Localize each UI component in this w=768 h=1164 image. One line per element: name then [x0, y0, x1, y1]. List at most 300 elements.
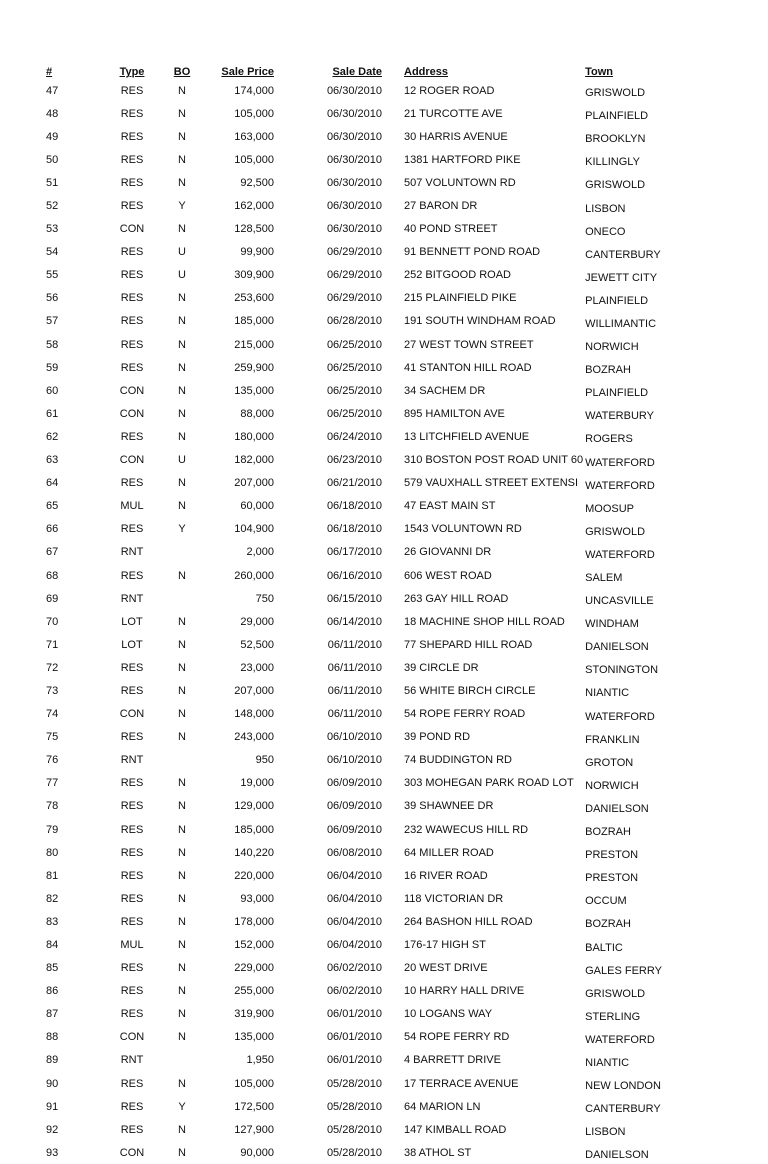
row-sale-date: 06/30/2010 [326, 200, 382, 213]
row-sale-date: 06/09/2010 [326, 800, 382, 813]
row-num: 90 [46, 1077, 59, 1090]
row-address: 39 POND RD [404, 731, 471, 744]
table-row [32, 910, 681, 933]
row-type: RES [120, 846, 144, 859]
row-sale-price: 105,000 [234, 107, 274, 120]
row-town: WATERFORD [585, 1033, 655, 1046]
row-sale-date: 06/30/2010 [326, 84, 382, 97]
row-bo [162, 541, 202, 564]
row-type: RES [120, 84, 144, 97]
row-bo: N [178, 1008, 186, 1021]
row-sale-price: 185,000 [234, 823, 274, 836]
row-num: 88 [46, 1031, 59, 1044]
header-town: Town [585, 66, 614, 78]
row-town: WATERFORD [585, 548, 655, 561]
row-address: 895 HAMILTON AVE [404, 407, 505, 420]
row-sale-date: 06/23/2010 [326, 454, 382, 467]
row-address: 10 HARRY HALL DRIVE [404, 985, 525, 998]
row-town: STONINGTON [585, 664, 659, 677]
row-num: 60 [46, 384, 59, 397]
row-type: RES [120, 985, 144, 998]
row-address: 252 BITGOOD ROAD [404, 269, 511, 282]
row-num: 67 [46, 546, 59, 559]
row-address: 507 VOLUNTOWN RD [404, 176, 516, 189]
row-sale-date: 06/01/2010 [326, 1031, 382, 1044]
row-type: RES [120, 777, 144, 790]
table-header [32, 60, 681, 79]
row-address: 64 MILLER ROAD [404, 846, 494, 859]
row-town: ONECO [585, 225, 626, 238]
row-town: BALTIC [585, 941, 623, 954]
row-address: 30 HARRIS AVENUE [404, 130, 508, 143]
row-type: MUL [120, 939, 144, 952]
table-row [32, 518, 681, 541]
row-num: 62 [46, 430, 59, 443]
row-type: RES [120, 823, 144, 836]
row-town: BOZRAH [585, 826, 631, 839]
row-sale-date: 06/24/2010 [326, 430, 382, 443]
row-town: WATERBURY [585, 410, 654, 423]
table-row [32, 449, 681, 472]
row-bo: N [178, 892, 186, 905]
row-address: 20 WEST DRIVE [404, 962, 488, 975]
row-bo: N [178, 176, 186, 189]
table-row [32, 1141, 681, 1164]
row-sale-price: 163,000 [234, 130, 274, 143]
row-type: RES [120, 731, 144, 744]
row-type: RES [120, 800, 144, 813]
row-type: RES [120, 292, 144, 305]
row-sale-date: 06/08/2010 [326, 846, 382, 859]
row-sale-date: 06/29/2010 [326, 269, 382, 282]
row-type: RES [120, 130, 144, 143]
row-bo: N [178, 407, 186, 420]
row-num: 84 [46, 939, 59, 952]
row-address: 4 BARRETT DRIVE [404, 1054, 501, 1067]
row-address: 41 STANTON HILL ROAD [404, 361, 532, 374]
row-address: 64 MARION LN [404, 1100, 481, 1113]
row-bo: N [178, 869, 186, 882]
row-num: 75 [46, 731, 59, 744]
row-sale-date: 06/17/2010 [326, 546, 382, 559]
row-bo: N [178, 1077, 186, 1090]
row-sale-price: 229,000 [234, 962, 274, 975]
table-row [32, 495, 681, 518]
row-sale-price: 148,000 [234, 708, 274, 721]
row-type: RES [120, 200, 144, 213]
row-town: DANIELSON [585, 641, 649, 654]
row-address: 1381 HARTFORD PIKE [404, 153, 521, 166]
row-bo [162, 1049, 202, 1072]
row-address: 13 LITCHFIELD AVENUE [404, 430, 530, 443]
row-sale-price: 207,000 [234, 684, 274, 697]
row-address: 26 GIOVANNI DR [404, 546, 492, 559]
row-town: BOZRAH [585, 364, 631, 377]
row-address: 54 ROPE FERRY ROAD [404, 708, 526, 721]
row-type: RES [120, 661, 144, 674]
row-sale-date: 06/30/2010 [326, 223, 382, 236]
row-address: 12 ROGER ROAD [404, 84, 495, 97]
row-town: PRESTON [585, 872, 639, 885]
table-row [32, 425, 681, 448]
row-sale-date: 06/11/2010 [327, 661, 382, 674]
row-bo: N [178, 684, 186, 697]
row-num: 86 [46, 985, 59, 998]
table-row [32, 795, 681, 818]
row-num: 74 [46, 708, 59, 721]
table-row [32, 587, 681, 610]
row-sale-date: 05/28/2010 [326, 1123, 382, 1136]
row-num: 78 [46, 800, 59, 813]
row-address: 56 WHITE BIRCH CIRCLE [404, 684, 536, 697]
row-town: PLAINFIELD [585, 294, 649, 307]
row-address: 40 POND STREET [404, 223, 498, 236]
row-sale-date: 06/18/2010 [326, 523, 382, 536]
table-row [32, 194, 681, 217]
row-town: GRISWOLD [585, 87, 646, 100]
row-town: GALES FERRY [585, 964, 662, 977]
row-num: 57 [46, 315, 59, 328]
row-sale-price: 207,000 [234, 477, 274, 490]
row-sale-date: 06/04/2010 [326, 869, 382, 882]
row-sale-date: 06/11/2010 [327, 638, 382, 651]
row-num: 81 [46, 869, 59, 882]
row-sale-date: 05/28/2010 [326, 1100, 382, 1113]
table-row [32, 1003, 681, 1026]
row-address: 17 TERRACE AVENUE [404, 1077, 519, 1090]
row-sale-price: 29,000 [240, 615, 274, 628]
row-sale-date: 06/01/2010 [326, 1054, 382, 1067]
row-type: RES [120, 315, 144, 328]
row-num: 70 [46, 615, 59, 628]
row-address: 263 GAY HILL ROAD [404, 592, 509, 605]
row-type: RES [120, 915, 144, 928]
row-type: RES [120, 107, 144, 120]
row-sale-price: 2,000 [246, 546, 274, 559]
row-bo: N [178, 615, 186, 628]
row-type: RES [120, 430, 144, 443]
table-row [32, 726, 681, 749]
table-row [32, 218, 681, 241]
table-row [32, 703, 681, 726]
row-num: 91 [46, 1100, 59, 1113]
row-type: RNT [120, 592, 144, 605]
row-num: 53 [46, 223, 59, 236]
table-row [32, 841, 681, 864]
table-row [32, 887, 681, 910]
row-bo: N [178, 569, 186, 582]
row-type: RNT [120, 546, 144, 559]
row-town: BROOKLYN [585, 133, 646, 146]
row-sale-date: 06/28/2010 [326, 315, 382, 328]
row-num: 64 [46, 477, 59, 490]
row-town: PLAINFIELD [585, 387, 649, 400]
row-town: GROTON [585, 756, 634, 769]
row-type: RES [120, 338, 144, 351]
table-row [32, 241, 681, 264]
row-sale-price: 180,000 [234, 430, 274, 443]
row-num: 61 [46, 407, 59, 420]
row-address: 91 BENNETT POND ROAD [404, 246, 541, 259]
table-row [32, 333, 681, 356]
row-sale-price: 260,000 [234, 569, 274, 582]
table-row [32, 79, 681, 102]
table-row [32, 171, 681, 194]
row-address: 27 BARON DR [404, 200, 478, 213]
row-sale-date: 06/09/2010 [326, 823, 382, 836]
table-row [32, 564, 681, 587]
row-address: 39 SHAWNEE DR [404, 800, 494, 813]
row-bo [162, 749, 202, 772]
table-row [32, 1026, 681, 1049]
row-type: RES [120, 1077, 144, 1090]
table-row [32, 679, 681, 702]
row-town: ROGERS [585, 433, 633, 446]
header-num: # [46, 66, 53, 78]
row-town: JEWETT CITY [585, 271, 658, 284]
row-town: UNCASVILLE [585, 595, 654, 608]
row-num: 58 [46, 338, 59, 351]
row-type: RES [120, 1100, 144, 1113]
row-sale-price: 950 [255, 754, 274, 767]
row-type: CON [119, 708, 145, 721]
row-bo: N [178, 292, 186, 305]
table-row [32, 148, 681, 171]
table-row [32, 264, 681, 287]
row-sale-date: 05/28/2010 [326, 1077, 382, 1090]
row-sale-price: 99,900 [240, 246, 274, 259]
row-num: 69 [46, 592, 59, 605]
row-sale-price: 255,000 [234, 985, 274, 998]
row-num: 89 [46, 1054, 59, 1067]
row-town: GRISWOLD [585, 987, 646, 1000]
row-sale-price: 93,000 [240, 892, 274, 905]
row-sale-price: 162,000 [234, 200, 274, 213]
row-num: 93 [46, 1146, 59, 1159]
row-address: 303 MOHEGAN PARK ROAD LOT [404, 777, 574, 790]
row-bo: N [178, 223, 186, 236]
row-sale-price: 52,500 [240, 638, 274, 651]
row-bo: N [178, 107, 186, 120]
row-sale-price: 129,000 [234, 800, 274, 813]
row-num: 80 [46, 846, 59, 859]
row-town: NEW LONDON [585, 1080, 661, 1093]
row-sale-price: 92,500 [240, 176, 274, 189]
row-address: 606 WEST ROAD [404, 569, 492, 582]
row-bo: N [178, 823, 186, 836]
row-address: 10 LOGANS WAY [404, 1008, 493, 1021]
row-type: RES [120, 569, 144, 582]
row-sale-price: 259,900 [234, 361, 274, 374]
table-row [32, 310, 681, 333]
row-town: WATERFORD [585, 710, 655, 723]
row-sale-date: 06/09/2010 [326, 777, 382, 790]
row-sale-price: 243,000 [234, 731, 274, 744]
row-sale-date: 06/11/2010 [327, 684, 382, 697]
row-sale-price: 319,900 [234, 1008, 274, 1021]
row-num: 83 [46, 915, 59, 928]
table-row [32, 980, 681, 1003]
row-sale-price: 1,950 [246, 1054, 274, 1067]
row-address: 39 CIRCLE DR [404, 661, 479, 674]
row-bo: N [178, 84, 186, 97]
row-bo: N [178, 1123, 186, 1136]
row-num: 59 [46, 361, 59, 374]
row-town: OCCUM [585, 895, 627, 908]
table-row [32, 610, 681, 633]
row-type: LOT [121, 615, 143, 628]
row-num: 54 [46, 246, 59, 259]
row-sale-price: 182,000 [234, 454, 274, 467]
row-sale-date: 06/30/2010 [326, 130, 382, 143]
row-num: 48 [46, 107, 59, 120]
row-address: 74 BUDDINGTON RD [404, 754, 512, 767]
row-type: CON [119, 384, 145, 397]
row-bo: N [178, 153, 186, 166]
row-bo: N [178, 731, 186, 744]
row-sale-price: 178,000 [234, 915, 274, 928]
header-bo: BO [173, 66, 191, 78]
table-row [32, 772, 681, 795]
table-row [32, 402, 681, 425]
row-sale-date: 06/25/2010 [326, 361, 382, 374]
row-type: RES [120, 153, 144, 166]
row-town: WINDHAM [585, 618, 639, 631]
row-bo: N [178, 985, 186, 998]
row-address: 579 VAUXHALL STREET EXTENSI [404, 477, 579, 490]
row-bo: N [178, 638, 186, 651]
row-sale-date: 06/04/2010 [326, 915, 382, 928]
row-bo: Y [178, 200, 186, 213]
row-town: WILLIMANTIC [585, 317, 657, 330]
row-bo: N [178, 661, 186, 674]
table-row [32, 125, 681, 148]
row-sale-date: 06/29/2010 [326, 246, 382, 259]
row-town: NORWICH [585, 779, 639, 792]
row-sale-price: 90,000 [240, 1146, 274, 1159]
row-bo: N [178, 1146, 186, 1159]
row-address: 34 SACHEM DR [404, 384, 486, 397]
row-type: RNT [120, 1054, 144, 1067]
row-sale-date: 06/14/2010 [326, 615, 382, 628]
row-town: CANTERBURY [585, 248, 661, 261]
table-row [32, 749, 681, 772]
row-sale-date: 06/04/2010 [326, 939, 382, 952]
row-num: 76 [46, 754, 59, 767]
row-town: BOZRAH [585, 918, 631, 931]
row-address: 18 MACHINE SHOP HILL ROAD [404, 615, 565, 628]
row-type: RES [120, 246, 144, 259]
row-sale-price: 220,000 [234, 869, 274, 882]
row-bo: N [178, 1031, 186, 1044]
row-town: NIANTIC [585, 687, 630, 700]
row-type: LOT [121, 638, 143, 651]
row-bo: U [178, 454, 186, 467]
row-sale-price: 60,000 [240, 500, 274, 513]
row-address: 310 BOSTON POST ROAD UNIT 60 [404, 454, 584, 467]
row-bo: N [178, 708, 186, 721]
row-num: 73 [46, 684, 59, 697]
row-bo: U [178, 246, 186, 259]
row-town: GRISWOLD [585, 179, 646, 192]
row-num: 77 [46, 777, 59, 790]
row-bo: N [178, 130, 186, 143]
row-sale-price: 172,500 [234, 1100, 274, 1113]
sales-table [32, 60, 681, 1164]
table-row [32, 933, 681, 956]
row-sale-date: 06/30/2010 [326, 107, 382, 120]
row-town: WATERFORD [585, 456, 655, 469]
table-row [32, 541, 681, 564]
row-address: 176-17 HIGH ST [404, 939, 486, 952]
row-num: 49 [46, 130, 59, 143]
row-sale-date: 06/01/2010 [326, 1008, 382, 1021]
row-num: 85 [46, 962, 59, 975]
row-bo: N [178, 915, 186, 928]
row-num: 79 [46, 823, 59, 836]
table-row [32, 102, 681, 125]
row-type: CON [119, 1031, 145, 1044]
row-sale-price: 19,000 [240, 777, 274, 790]
table-body [32, 79, 681, 1164]
row-type: RES [120, 1123, 144, 1136]
row-sale-price: 23,000 [240, 661, 274, 674]
row-num: 87 [46, 1008, 59, 1021]
row-type: RNT [120, 754, 144, 767]
table-row [32, 1095, 681, 1118]
row-num: 50 [46, 153, 59, 166]
row-sale-price: 135,000 [234, 384, 274, 397]
row-type: RES [120, 1008, 144, 1021]
row-num: 56 [46, 292, 59, 305]
table-row [32, 864, 681, 887]
row-sale-price: 215,000 [234, 338, 274, 351]
table-row [32, 1118, 681, 1141]
row-bo: N [178, 962, 186, 975]
row-sale-price: 309,900 [234, 269, 274, 282]
row-sale-price: 128,500 [234, 223, 274, 236]
row-type: RES [120, 869, 144, 882]
row-type: RES [120, 962, 144, 975]
row-town: PRESTON [585, 849, 639, 862]
row-num: 66 [46, 523, 59, 536]
row-bo: N [178, 384, 186, 397]
row-sale-price: 152,000 [234, 939, 274, 952]
row-town: LISBON [585, 202, 626, 215]
row-address: 77 SHEPARD HILL ROAD [404, 638, 533, 651]
row-sale-price: 140,220 [234, 846, 274, 859]
row-type: CON [119, 407, 145, 420]
table-row [32, 633, 681, 656]
row-town: DANIELSON [585, 802, 649, 815]
header-address: Address [404, 66, 449, 78]
header-sale-price: Sale Price [221, 66, 274, 78]
header-row [32, 60, 681, 79]
row-num: 68 [46, 569, 59, 582]
row-type: RES [120, 684, 144, 697]
row-town: MOOSUP [585, 502, 635, 515]
row-bo: N [178, 477, 186, 490]
row-address: 47 EAST MAIN ST [404, 500, 496, 513]
row-bo: U [178, 269, 186, 282]
row-num: 47 [46, 84, 59, 97]
row-town: CANTERBURY [585, 1103, 661, 1116]
row-address: 264 BASHON HILL ROAD [404, 915, 533, 928]
row-sale-price: 135,000 [234, 1031, 274, 1044]
row-type: CON [119, 223, 145, 236]
row-num: 82 [46, 892, 59, 905]
row-town: STERLING [585, 1010, 641, 1023]
